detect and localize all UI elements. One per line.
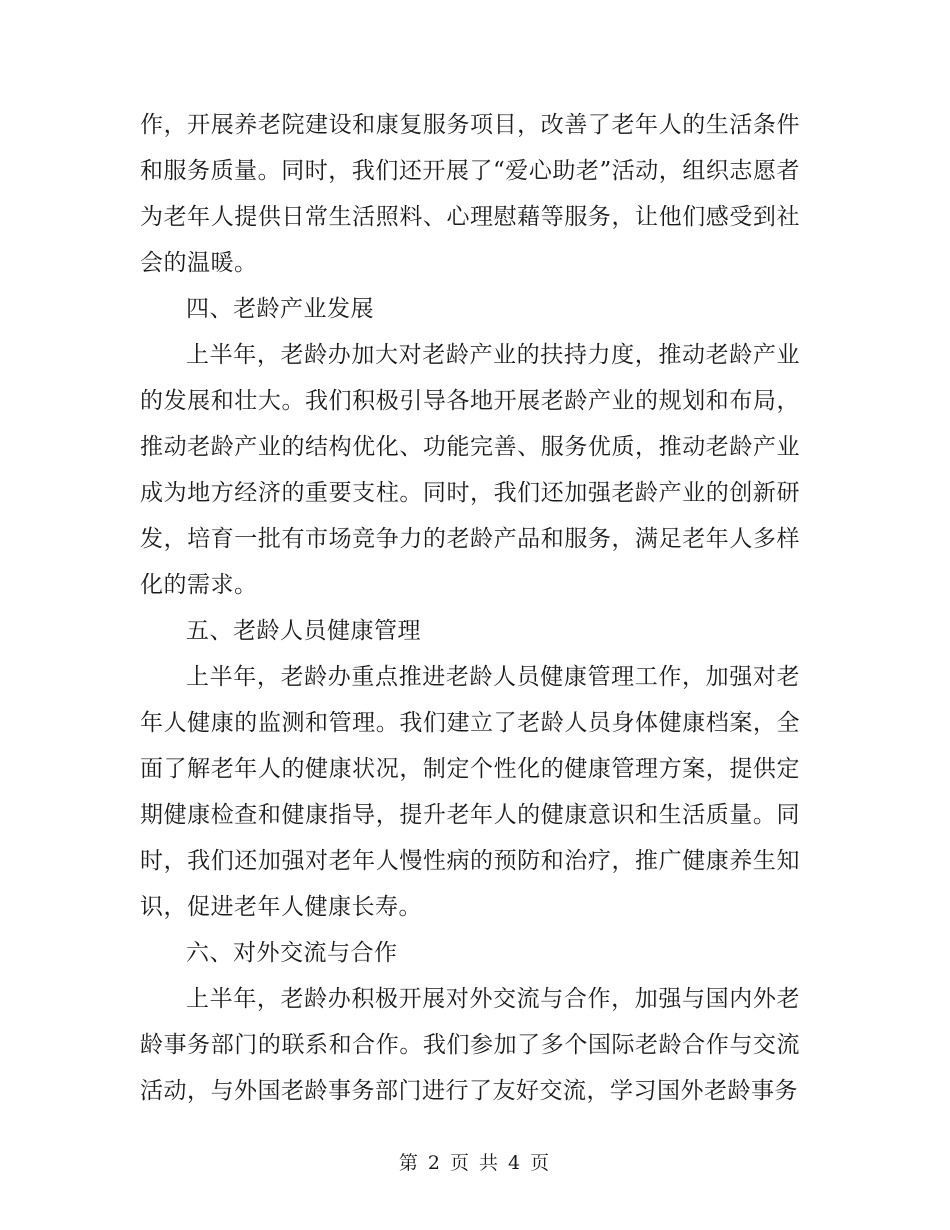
paragraph-continuation: 作，开展养老院建设和康复服务项目，改善了老年人的生活条件和服务质量。同时，我们还开展了“爱心助老”活动，组织志愿者为老年人提供日常生活照料、心理慰藉等服务，让他们感受到社会的温暖。 (140, 112, 800, 276)
paragraph-health: 上半年，老龄办重点推进老龄人员健康管理工作，加强对老年人健康的监测和管理。我们建立了老龄人员身体健康档案，全面了解老年人的健康状况，制定个性化的健康管理方案，提供定期健康检查和健康指导，提升老年人的健康意识和生活质量。同时，我们还加强对老年人慢性病的预防和治疗，推广健康养生知识，促进老年人健康长寿。 (140, 664, 800, 920)
paragraph-industry: 上半年，老龄办加大对老龄产业的扶持力度，推动老龄产业的发展和壮大。我们积极引导各地开展老龄产业的规划和布局，推动老龄产业的结构优化、功能完善、服务优质，推动老龄产业成为地方经济的重要支柱。同时，我们还加强老龄产业的创新研发，培育一批有市场竞争力的老龄产品和服务，满足老年人多样化的需求。 (140, 342, 800, 598)
document-body (140, 102, 800, 1114)
paragraph-exchange: 上半年，老龄办积极开展对外交流与合作，加强与国内外老龄事务部门的联系和合作。我们参加了多个国际老龄合作与交流活动，与外国老龄事务部门进行了友好交流，学习国外老龄事务 (140, 986, 800, 1104)
section-heading-exchange: 六、对外交流与合作 (186, 940, 398, 966)
section-heading-industry: 四、老龄产业发展 (186, 296, 374, 322)
section-heading-health: 五、老龄人员健康管理 (186, 618, 421, 644)
page-number-footer: 第 2 页 共 4 页 (398, 1152, 552, 1174)
